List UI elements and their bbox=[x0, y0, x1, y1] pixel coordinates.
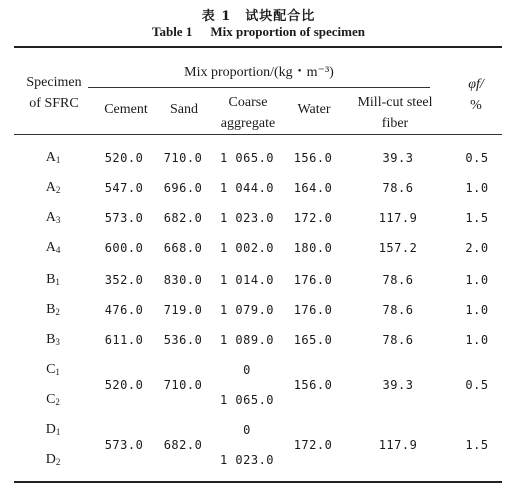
sand-cell: 830.0 bbox=[163, 273, 203, 287]
specimen-label: $B_1$ bbox=[46, 272, 60, 287]
steel-fiber-cell: 117.9 bbox=[378, 211, 418, 225]
steel-fiber-cell: 78.6 bbox=[382, 273, 414, 287]
water-cell: 176.0 bbox=[293, 303, 333, 317]
cement-cell: 611.0 bbox=[104, 333, 144, 347]
table-caption-en bbox=[0, 24, 517, 40]
specimen-label: $A_1$ bbox=[45, 150, 61, 165]
fiber-fraction-cell: 1.0 bbox=[465, 333, 489, 347]
header-mix-proportion: Mix proportion/(kg・m⁻³) bbox=[184, 65, 334, 80]
specimen-label: $A_4$ bbox=[45, 240, 61, 255]
group-c-coarse-aggregate-cell: 1 065.0 bbox=[219, 393, 275, 407]
fiber-fraction-cell: 1.5 bbox=[465, 211, 489, 225]
steel-fiber-cell: 78.6 bbox=[382, 303, 414, 317]
group-d-coarse-aggregate-cell: 1 023.0 bbox=[219, 453, 275, 467]
water-cell: 165.0 bbox=[293, 333, 333, 347]
specimen-label: $C_2$ bbox=[46, 392, 60, 407]
water-cell: 172.0 bbox=[293, 211, 333, 225]
fiber-fraction-cell: 1.0 bbox=[465, 303, 489, 317]
group-c-sand-cell: 710.0 bbox=[163, 378, 203, 392]
water-cell: 156.0 bbox=[293, 151, 333, 165]
coarse-aggregate-cell: 1 014.0 bbox=[219, 273, 275, 287]
steel-fiber-cell: 39.3 bbox=[382, 151, 414, 165]
sand-cell: 536.0 bbox=[163, 333, 203, 347]
water-cell: 180.0 bbox=[293, 241, 333, 255]
header-sand: Sand bbox=[170, 102, 198, 117]
group-c-steel-fiber-cell: 39.3 bbox=[382, 378, 414, 392]
water-cell: 164.0 bbox=[293, 181, 333, 195]
steel-fiber-cell: 157.2 bbox=[378, 241, 418, 255]
specimen-label: $A_2$ bbox=[45, 180, 61, 195]
fiber-fraction-cell: 1.0 bbox=[465, 273, 489, 287]
sand-cell: 719.0 bbox=[163, 303, 203, 317]
cement-cell: 520.0 bbox=[104, 151, 144, 165]
coarse-aggregate-cell: 1 065.0 bbox=[219, 151, 275, 165]
table-label: Table 1 bbox=[151, 24, 193, 39]
specimen-label: $A_3$ bbox=[45, 210, 61, 225]
sand-cell: 710.0 bbox=[163, 151, 203, 165]
specimen-label: $C_1$ bbox=[46, 362, 60, 377]
header-cement: Cement bbox=[104, 102, 148, 117]
group-d-sand-cell: 682.0 bbox=[163, 438, 203, 452]
cement-cell: 573.0 bbox=[104, 211, 144, 225]
top-rule bbox=[14, 46, 502, 48]
fiber-fraction-cell: 2.0 bbox=[465, 241, 489, 255]
specimen-label: $B_3$ bbox=[46, 332, 60, 347]
header-water: Water bbox=[297, 102, 331, 117]
table-title: Mix proportion of specimen bbox=[210, 24, 365, 39]
group-c-coarse-aggregate-cell: 0 bbox=[243, 363, 251, 377]
group-d-water-cell: 172.0 bbox=[293, 438, 333, 452]
group-d-steel-fiber-cell: 117.9 bbox=[378, 438, 418, 452]
header-steel-fiber: Mill-cut steel fiber bbox=[357, 95, 433, 131]
fiber-fraction-cell: 0.5 bbox=[465, 151, 489, 165]
steel-fiber-cell: 78.6 bbox=[382, 333, 414, 347]
header-coarse-aggregate: Coarse aggregate bbox=[220, 95, 276, 131]
sand-cell: 682.0 bbox=[163, 211, 203, 225]
group-c-water-cell: 156.0 bbox=[293, 378, 333, 392]
group-d-coarse-aggregate-cell: 0 bbox=[243, 423, 251, 437]
header-rule bbox=[14, 134, 502, 135]
coarse-aggregate-cell: 1 044.0 bbox=[219, 181, 275, 195]
fiber-fraction-cell: 1.0 bbox=[465, 181, 489, 195]
group-d-cement-cell: 573.0 bbox=[104, 438, 144, 452]
coarse-aggregate-cell: 1 089.0 bbox=[219, 333, 275, 347]
sand-cell: 668.0 bbox=[163, 241, 203, 255]
specimen-label: $D_1$ bbox=[45, 422, 61, 437]
coarse-aggregate-cell: 1 002.0 bbox=[219, 241, 275, 255]
steel-fiber-cell: 78.6 bbox=[382, 181, 414, 195]
cement-cell: 476.0 bbox=[104, 303, 144, 317]
group-d-fiber-fraction-cell: 1.5 bbox=[465, 438, 489, 452]
cement-cell: 547.0 bbox=[104, 181, 144, 195]
table-caption-cn: 表 1 试块配合比 bbox=[201, 9, 316, 24]
cement-cell: 352.0 bbox=[104, 273, 144, 287]
cement-cell: 600.0 bbox=[104, 241, 144, 255]
group-c-cement-cell: 520.0 bbox=[104, 378, 144, 392]
mix-group-underline bbox=[88, 87, 430, 88]
group-c-fiber-fraction-cell: 0.5 bbox=[465, 378, 489, 392]
water-cell: 176.0 bbox=[293, 273, 333, 287]
header-specimen: Specimen of SFRC bbox=[26, 75, 82, 111]
coarse-aggregate-cell: 1 023.0 bbox=[219, 211, 275, 225]
specimen-label: $B_2$ bbox=[46, 302, 60, 317]
bottom-rule bbox=[14, 481, 502, 483]
header-fiber-volume-fraction: φf/ % bbox=[468, 77, 484, 113]
coarse-aggregate-cell: 1 079.0 bbox=[219, 303, 275, 317]
specimen-label: $D_2$ bbox=[45, 452, 61, 467]
sand-cell: 696.0 bbox=[163, 181, 203, 195]
